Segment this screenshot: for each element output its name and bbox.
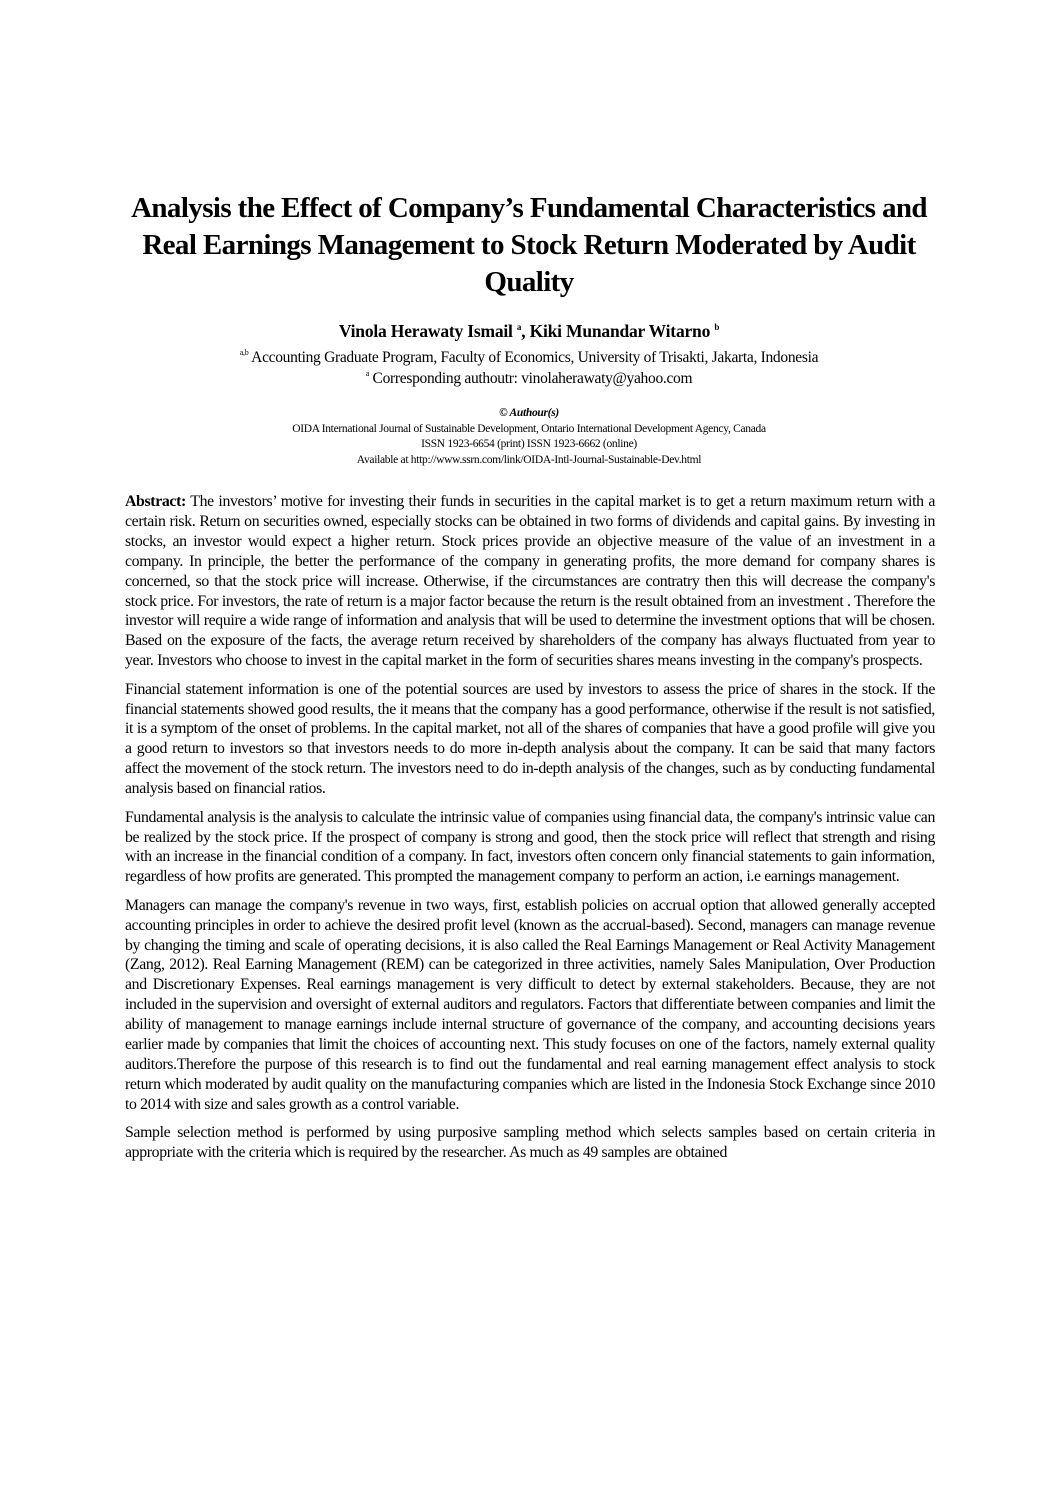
author-affiliation-marker: a — [516, 322, 522, 332]
paper-title: Analysis the Effect of Company’s Fundamental Characteristics and Real Earnings Management to Stock Return Moderated by Audit Quality — [131, 192, 927, 298]
author-name: Kiki Munandar Witarno — [529, 321, 711, 341]
affiliation-text: Accounting Graduate Program, Faculty of Economics, University of Trisakti, Jakarta, Indonesia — [248, 349, 819, 366]
body-paragraph: Managers can manage the company's revenue in two ways, first, establish policies on accrual option that allowed generally accepted accounting principles in order to achieve the desired profit level (known as the accrual-based). Second, managers can manage revenue by changing the timing and scale of operating decisions, it is also called the Real Earnings Management or Real Activity Management (Zang, 2012). Real Earning Management (REM) can be categorized in three activities, namely Sales Manipulation, Over Production and Discretionary Expenses. Real earnings management is very difficult to detect by external stakeholders. Because, they are not included in the supervision and oversight of external auditors and regulators. Factors that differentiate between companies and limit the ability of management to manage earnings include internal structure of governance of the company, and accounting decisions years earlier made by companies that limit the choices of accounting next. This study focuses on one of the factors, namely external quality auditors.Therefore the purpose of this research is to find out the fundamental and real earning management effect analysis to stock return which moderated by audit quality on the manufacturing companies which are listed in the Indonesia Stock Exchange since 2010 to 2014 with size and sales growth as a control variable. — [125, 896, 935, 1113]
author-separator: , — [521, 321, 530, 341]
author-affiliation-marker: b — [714, 322, 720, 332]
corresponding-marker: a — [365, 369, 369, 378]
paragraph-text: The investors’ motive for investing their funds in securities in the capital market is to get a return maximum return with a certain risk. Return on securities owned, especially stocks can be obtained in two forms of dividends and capital gains. By investing in stocks, an investor would expect a higher return. Stock prices provide an objective measure of the value of an investment in a company. In principle, the better the performance of the company in generating profits, the more demand for company shares is concerned, so that the stock price will increase. Otherwise, if the circumstances are contratry then this will decrease the company's stock price. For investors, the rate of return is a major factor because the return is the result obtained from an investment . Therefore the investor will require a wide range of information and analysis that will be used to determine the investment options that will be chosen. Based on the exposure of the facts, the average return received by shareholders of the company has always fluctuated from year to year. Investors who choose to invest in the capital market in the form of securities shares means investing in the company's prospects. — [125, 493, 935, 670]
journal-line: OIDA International Journal of Sustainable Development, Ontario International Development Agency, Canada — [292, 422, 766, 435]
issn-line: ISSN 1923-6654 (print) ISSN 1923-6662 (online) — [421, 438, 637, 450]
copyright-line: © Authour(s) — [499, 407, 559, 419]
author-name: Vinola Herawaty Ismail — [338, 321, 513, 341]
corresponding-author — [120, 364, 938, 389]
body-paragraph: Fundamental analysis is the analysis to calculate the intrinsic value of companies using financial data, the company's intrinsic value can be realized by the stock price. If the prospect of company is strong and good, then the stock price will reflect that strength and rising with an increase in the financial condition of a company. In fact, investors often concern only financial statements to gain information, regardless of how profits are generated. This prompted the management company to perform an action, i.e earnings management. — [125, 808, 935, 886]
affiliation-marker: a,b — [239, 348, 249, 357]
abstract-paragraph — [125, 492, 935, 671]
publication-info — [120, 406, 938, 468]
corresponding-text: Corresponding authoutr: vinolaherawaty@yahoo.com — [368, 370, 693, 387]
body-paragraph: Financial statement information is one of the potential sources are used by investors to assess the price of shares in the stock. If the financial statements showed good results, the it means that the company has a good performance, otherwise if the result is not satisfied, it is a symptom of the onset of problems. In the capital market, not all of the shares of companies that have a good profile will give you a good return to investors so that investors needs to do more in-depth analysis about the company. It can be said that many factors affect the movement of the stock return. The investors need to do in-depth analysis of the changes, such as by conducting fundamental analysis based on financial ratios. — [125, 680, 935, 798]
author-list — [120, 316, 938, 342]
abstract-label: Abstract: — [125, 493, 186, 510]
body-text — [125, 492, 935, 1172]
body-paragraph: Sample selection method is performed by using purposive sampling method which selects samples based on certain criteria in appropriate with the criteria which is required by the researcher. As much as 49 samples are obtained — [125, 1124, 935, 1162]
availability-line: Available at http://www.ssrn.com/link/OIDA-Intl-Journal-Sustainable-Dev.html — [356, 453, 702, 466]
